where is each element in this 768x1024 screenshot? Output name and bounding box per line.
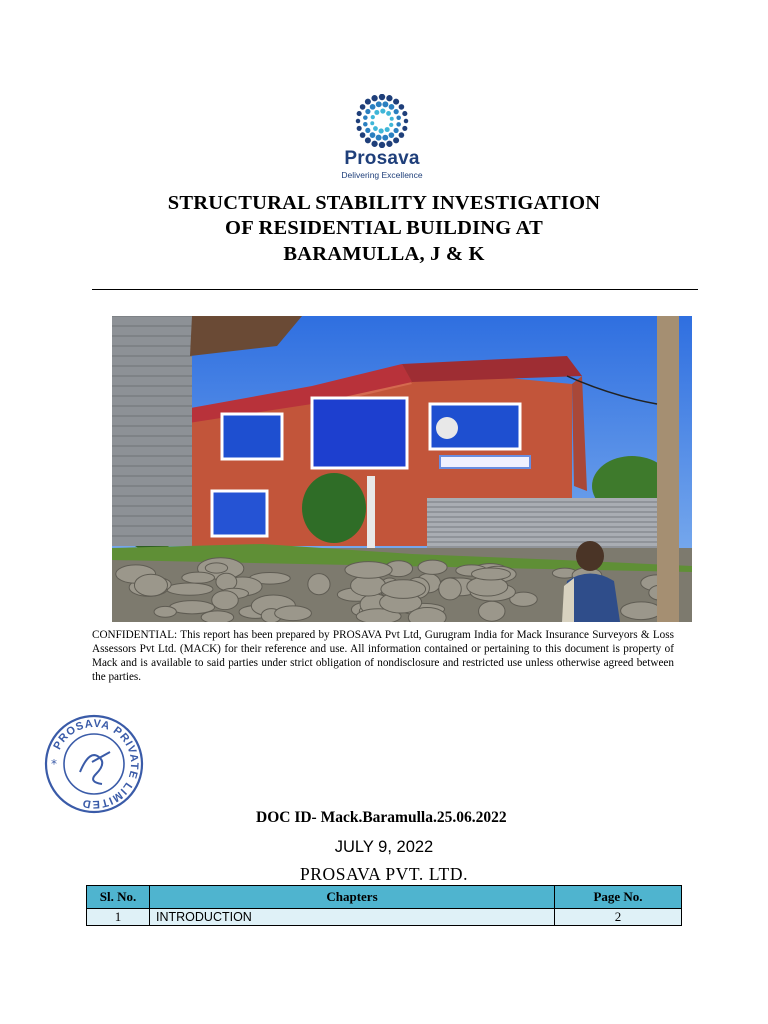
logo-tagline: Delivering Excellence — [341, 170, 423, 180]
document-id: DOC ID- Mack.Baramulla.25.06.2022 — [256, 809, 507, 826]
svg-text:*: * — [51, 757, 57, 771]
contents-header-row — [87, 886, 682, 909]
svg-text:PROSAVA PRIVATE LIMITED: PROSAVA PRIVATE LIMITED — [51, 717, 141, 811]
report-title-line-1: STRUCTURAL STABILITY INVESTIGATION — [167, 192, 601, 214]
row-sl-no: 1 — [87, 909, 150, 926]
building-photo — [112, 316, 692, 622]
logo-dots-icon — [347, 94, 417, 148]
report-date: JULY 9, 2022 — [334, 838, 434, 856]
report-title-line-2: OF RESIDENTIAL BUILDING AT — [225, 217, 543, 239]
table-row — [87, 909, 682, 926]
header-page-no: Page No. — [555, 886, 682, 909]
report-title-line-3: BARAMULLA, J & K — [283, 243, 485, 265]
company-stamp — [42, 712, 146, 816]
title-divider — [92, 289, 698, 290]
row-chapter: INTRODUCTION — [150, 909, 555, 926]
confidentiality-notice: CONFIDENTIAL: This report has been prepared by PROSAVA Pvt Ltd, Gurugram India for Mack Insurance Surveyors & Loss Assessors Pvt Ltd. (MACK) for their reference and use. All information contained or pertaining to this document is property of Mack and is available to said parties under strict obligation of nondisclosure and restricted use unless otherwise agreed between the parties. — [92, 629, 674, 683]
company-name: PROSAVA PVT. LTD. — [299, 864, 469, 884]
header-sl-no: Sl. No. — [87, 886, 150, 909]
row-page-no: 2 — [555, 909, 682, 926]
prosava-logo — [330, 94, 434, 184]
contents-table — [86, 885, 682, 926]
logo-name: Prosava — [344, 148, 420, 169]
header-chapters: Chapters — [150, 886, 555, 909]
